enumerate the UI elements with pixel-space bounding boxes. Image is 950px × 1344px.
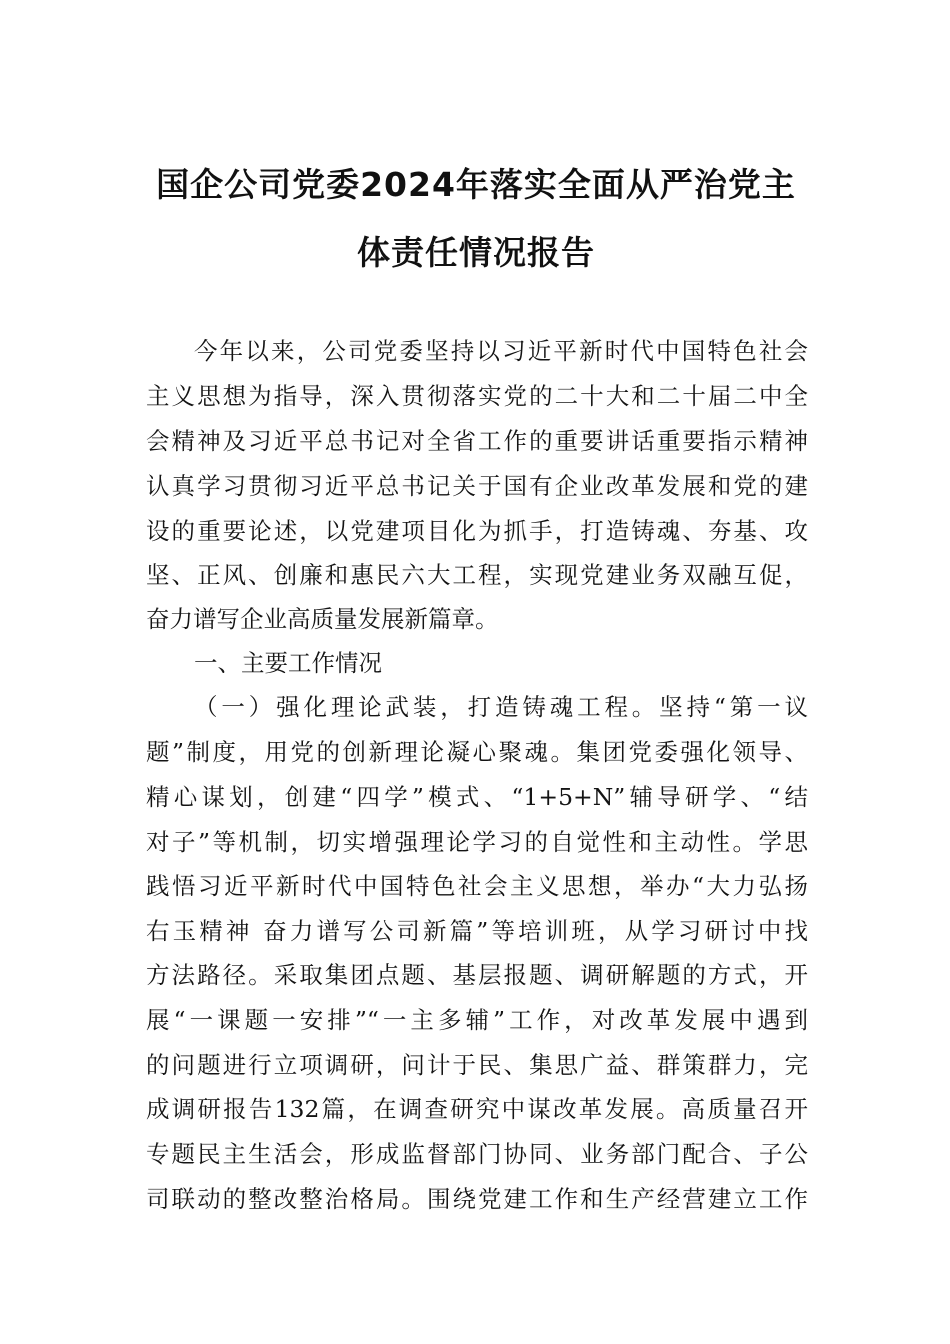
- body-line: 司联动的整改整治格局。围绕党建工作和生产经营建立工作: [146, 1185, 808, 1213]
- intro-line: 今年以来，公司党委坚持以习近平新时代中国特色社会: [194, 337, 808, 365]
- body-line: 践悟习近平新时代中国特色社会主义思想，举办“大力弘扬: [146, 872, 808, 900]
- body-line: （一）强化理论武装，打造铸魂工程。坚持“第一议: [194, 693, 808, 721]
- body-line: 方法路径。采取集团点题、基层报题、调研解题的方式，开: [146, 961, 808, 989]
- body-line: 成调研报告132篇，在调查研究中谋改革发展。高质量召开: [146, 1095, 808, 1123]
- body-line: 右玉精神 奋力谱写公司新篇”等培训班，从学习研讨中找: [146, 917, 808, 945]
- document-title-line-1: 国企公司党委2024年落实全面从严治党主: [156, 165, 796, 204]
- intro-line: 主义思想为指导，深入贯彻落实党的二十大和二十届二中全: [146, 382, 808, 410]
- intro-line: 坚、正风、创廉和惠民六大工程，实现党建业务双融互促，: [146, 561, 808, 589]
- body-line: 题”制度，用党的创新理论凝心聚魂。集团党委强化领导、: [146, 738, 808, 766]
- intro-line: 认真学习贯彻习近平总书记关于国有企业改革发展和党的建: [146, 472, 808, 500]
- body-line: 展“一课题一安排”“一主多辅”工作，对改革发展中遇到: [146, 1006, 808, 1034]
- body-line: 对子”等机制，切实增强理论学习的自觉性和主动性。学思: [146, 828, 808, 856]
- body-line: 的问题进行立项调研，问计于民、集思广益、群策群力，完: [146, 1051, 808, 1079]
- intro-line: 会精神及习近平总书记对全省工作的重要讲话重要指示精神: [146, 427, 808, 455]
- section-heading: 一、主要工作情况: [194, 649, 382, 677]
- body-line: 专题民主生活会，形成监督部门协同、业务部门配合、子公: [146, 1140, 808, 1168]
- intro-line: 设的重要论述，以党建项目化为抓手，打造铸魂、夯基、攻: [146, 517, 808, 545]
- body-line: 精心谋划，创建“四学”模式、“1+5+N”辅导研学、“结: [146, 783, 808, 811]
- intro-line: 奋力谱写企业高质量发展新篇章。: [146, 605, 499, 633]
- document-title-line-2: 体责任情况报告: [357, 233, 595, 272]
